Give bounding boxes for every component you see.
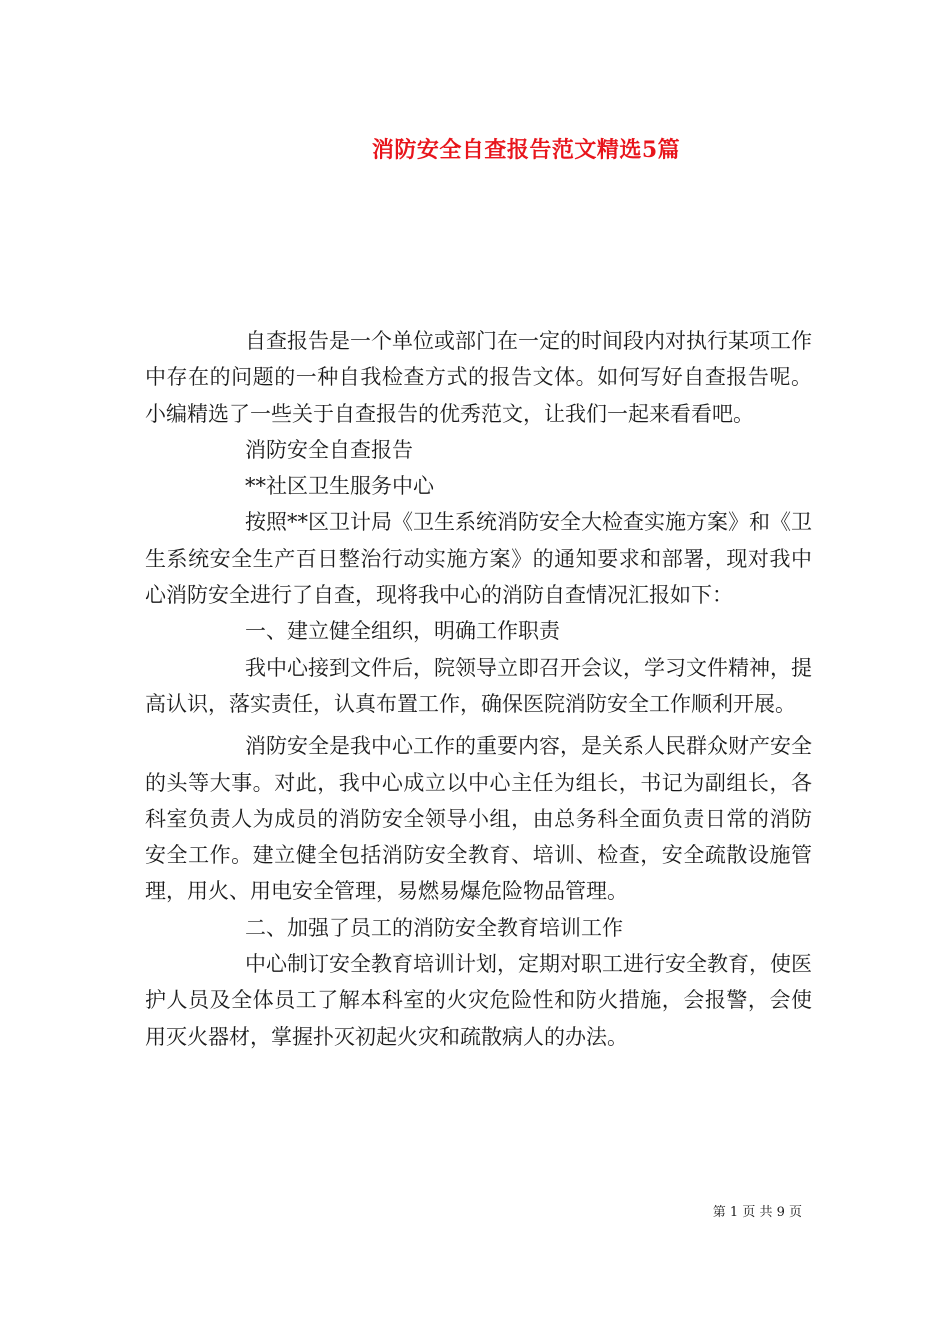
body-paragraph: 按照**区卫计局《卫生系统消防安全大检查实施方案》和《卫生系统安全生产百日整治行动实施方案》的通知要求和部署，现对我中心消防安全进行了自查，现将我中心的消防自查情况汇报如下： xyxy=(145,510,812,608)
intro-paragraph: 自查报告是一个单位或部门在一定的时间段内对执行某项工作中存在的问题的一种自我检查方式的报告文体。如何写好自查报告呢。小编精选了一些关于自查报告的优秀范文，让我们一起来看看吧。 xyxy=(145,329,812,426)
body-paragraph: 我中心接到文件后，院领导立即召开会议，学习文件精神，提高认识，落实责任，认真布置工作，确保医院消防安全工作顺利开展。 xyxy=(145,655,812,716)
page-number: 第 1 页 共 9 页 xyxy=(712,1205,802,1220)
document-title: 消防安全自查报告范文精选5篇 xyxy=(371,137,681,163)
organization-name: **社区卫生服务中心 xyxy=(245,474,434,499)
body-paragraph: 消防安全是我中心工作的重要内容，是关系人民群众财产安全的头等大事。对此，我中心成立以中心主任为组长，书记为副组长，各科室负责人为成员的消防安全领导小组，由总务科全面负责日常的消防安全工作。建立健全包括消防安全教育、培训、检查，安全疏散设施管理，用火、用电安全管理，易燃易爆危险物品管理。 xyxy=(145,734,812,904)
document-body xyxy=(145,323,812,1055)
subsection-heading: 一、建立健全组织，明确工作职责 xyxy=(245,619,560,644)
subsection-heading: 二、加强了员工的消防安全教育培训工作 xyxy=(245,915,623,940)
section-heading: 消防安全自查报告 xyxy=(245,437,413,462)
body-paragraph: 中心制订安全教育培训计划，定期对职工进行安全教育，使医护人员及全体员工了解本科室的火灾危险性和防火措施，会报警，会使用灭火器材，掌握扑灭初起火灾和疏散病人的办法。 xyxy=(145,952,812,1049)
